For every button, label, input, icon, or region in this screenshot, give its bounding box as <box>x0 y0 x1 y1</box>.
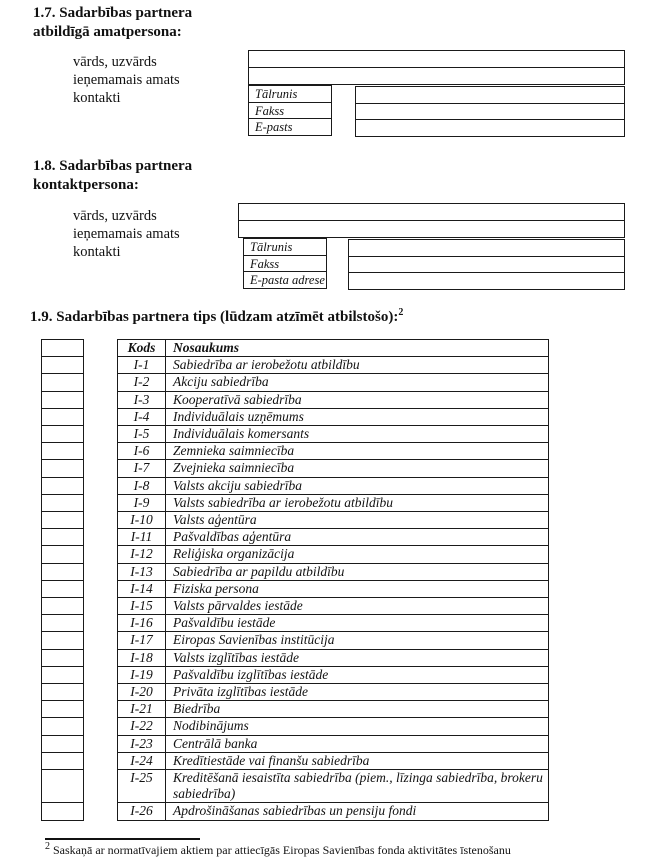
footnote-ref-superscript: 2 <box>398 307 404 318</box>
table-row <box>42 701 549 718</box>
type-checkbox[interactable] <box>42 512 84 529</box>
table-gap-cell <box>84 529 118 546</box>
table-row <box>42 460 549 477</box>
table-gap-cell <box>84 391 118 408</box>
table-gap-cell <box>84 477 118 494</box>
section-1-7-field-labels <box>73 53 180 107</box>
table-gap-cell <box>84 426 118 443</box>
s17-email-label: E-pasts <box>248 118 332 136</box>
type-checkbox[interactable] <box>42 615 84 632</box>
type-code: I-16 <box>118 615 166 632</box>
type-checkbox[interactable] <box>42 598 84 615</box>
type-checkbox[interactable] <box>42 718 84 735</box>
type-name: Eiropas Savienības institūcija <box>166 632 549 649</box>
label-kontakti: kontakti <box>73 90 121 106</box>
section-1-7-heading <box>33 4 192 42</box>
s17-phone-label: Tālrunis <box>248 85 332 103</box>
type-code: I-22 <box>118 718 166 735</box>
partner-type-table <box>41 339 549 821</box>
type-name: Valsts sabiedrība ar ierobežotu atbildību <box>166 494 549 511</box>
type-checkbox[interactable] <box>42 391 84 408</box>
type-code: I-23 <box>118 735 166 752</box>
type-name: Valsts aģentūra <box>166 512 549 529</box>
type-checkbox[interactable] <box>42 803 84 820</box>
s17-contact-label-column <box>248 85 332 136</box>
type-name: Valsts akciju sabiedrība <box>166 477 549 494</box>
type-code: I-25 <box>118 770 166 803</box>
type-name: Centrālā banka <box>166 735 549 752</box>
type-checkbox[interactable] <box>42 632 84 649</box>
footnote <box>45 843 511 858</box>
table-gap-cell <box>84 340 118 357</box>
table-header-row <box>42 340 549 357</box>
type-checkbox[interactable] <box>42 408 84 425</box>
type-code: I-2 <box>118 374 166 391</box>
type-name: Akciju sabiedrība <box>166 374 549 391</box>
s17-fax-input[interactable] <box>355 103 625 121</box>
type-name: Pašvaldību iestāde <box>166 615 549 632</box>
table-gap-cell <box>84 701 118 718</box>
table-gap-cell <box>84 460 118 477</box>
table-row <box>42 374 549 391</box>
partner-type-table-wrap <box>41 339 549 821</box>
type-code: I-18 <box>118 649 166 666</box>
type-name: Fiziska persona <box>166 580 549 597</box>
table-row <box>42 718 549 735</box>
s18-email-input[interactable] <box>348 272 625 290</box>
footnote-marker: 2 <box>45 841 50 852</box>
type-name: Valsts izglītības iestāde <box>166 649 549 666</box>
type-checkbox[interactable] <box>42 666 84 683</box>
table-row <box>42 598 549 615</box>
table-row <box>42 666 549 683</box>
table-row <box>42 408 549 425</box>
type-name: Pašvaldību izglītības iestāde <box>166 666 549 683</box>
section-1-8-field-labels <box>73 207 180 261</box>
s18-position-input[interactable] <box>238 220 625 238</box>
s17-name-input[interactable] <box>248 50 625 68</box>
type-code: I-19 <box>118 666 166 683</box>
table-gap-cell <box>84 374 118 391</box>
type-checkbox[interactable] <box>42 426 84 443</box>
table-row <box>42 770 549 803</box>
table-gap-cell <box>84 408 118 425</box>
col-header-nosaukums: Nosaukums <box>166 340 549 357</box>
type-code: I-17 <box>118 632 166 649</box>
type-name: Kooperatīvā sabiedrība <box>166 391 549 408</box>
type-name: Individuālais uzņēmums <box>166 408 549 425</box>
label-ienemamais-amats: ieņemamais amats <box>73 72 180 88</box>
table-row <box>42 580 549 597</box>
type-checkbox[interactable] <box>42 477 84 494</box>
type-name: Zemnieka saimniecība <box>166 443 549 460</box>
type-checkbox[interactable] <box>42 357 84 374</box>
s18-contact-label-column <box>243 238 327 289</box>
table-gap-cell <box>84 580 118 597</box>
type-checkbox[interactable] <box>42 460 84 477</box>
s18-phone-input[interactable] <box>348 239 625 257</box>
s17-position-input[interactable] <box>248 67 625 85</box>
s17-phone-input[interactable] <box>355 86 625 104</box>
type-code: I-3 <box>118 391 166 408</box>
type-code: I-12 <box>118 546 166 563</box>
type-checkbox[interactable] <box>42 580 84 597</box>
table-row <box>42 546 549 563</box>
type-name: Zvejnieka saimniecība <box>166 460 549 477</box>
table-row <box>42 649 549 666</box>
section-1-9-heading <box>30 308 403 327</box>
label-vards-uzvards: vārds, uzvārds <box>73 54 157 70</box>
table-gap-cell <box>84 649 118 666</box>
type-code: I-20 <box>118 684 166 701</box>
table-gap-cell <box>84 443 118 460</box>
table-gap-cell <box>84 512 118 529</box>
section-1-7-heading-line1: 1.7. Sadarbības partnera <box>33 5 193 21</box>
s18-email-label: E-pasta adrese <box>243 271 327 289</box>
s17-contact-input-column <box>355 86 625 137</box>
type-code: I-6 <box>118 443 166 460</box>
type-name: Sabiedrība ar papildu atbildību <box>166 563 549 580</box>
table-gap-cell <box>84 718 118 735</box>
type-checkbox[interactable] <box>42 649 84 666</box>
s18-phone-label: Tālrunis <box>243 238 327 256</box>
s17-fax-label: Fakss <box>248 102 332 120</box>
table-gap-cell <box>84 803 118 820</box>
section-1-8-heading <box>33 157 192 195</box>
s18-name-input[interactable] <box>238 203 625 221</box>
table-gap-cell <box>84 494 118 511</box>
type-name: Nodibinājums <box>166 718 549 735</box>
table-row <box>42 494 549 511</box>
table-row <box>42 357 549 374</box>
s18-fax-label: Fakss <box>243 255 327 273</box>
table-row <box>42 391 549 408</box>
table-gap-cell <box>84 615 118 632</box>
type-code: I-1 <box>118 357 166 374</box>
type-name: Individuālais komersants <box>166 426 549 443</box>
table-row <box>42 512 549 529</box>
type-code: I-4 <box>118 408 166 425</box>
table-gap-cell <box>84 684 118 701</box>
table-gap-cell <box>84 598 118 615</box>
type-name: Kredītiestāde vai finanšu sabiedrība <box>166 752 549 769</box>
type-checkbox[interactable] <box>42 735 84 752</box>
type-checkbox[interactable] <box>42 770 84 803</box>
type-name: Biedrība <box>166 701 549 718</box>
table-gap-cell <box>84 563 118 580</box>
type-checkbox[interactable] <box>42 546 84 563</box>
type-code: I-21 <box>118 701 166 718</box>
section-1-8-heading-line2: kontaktpersona: <box>33 177 139 193</box>
table-row <box>42 477 549 494</box>
type-checkbox[interactable] <box>42 563 84 580</box>
s18-contact-input-column <box>348 239 625 290</box>
section-1-8-heading-line1: 1.8. Sadarbības partnera <box>33 158 193 174</box>
table-row <box>42 443 549 460</box>
type-checkbox[interactable] <box>42 529 84 546</box>
footnote-separator <box>45 838 200 840</box>
type-code: I-9 <box>118 494 166 511</box>
type-code: I-8 <box>118 477 166 494</box>
type-code: I-14 <box>118 580 166 597</box>
table-gap-cell <box>84 632 118 649</box>
type-name: Valsts pārvaldes iestāde <box>166 598 549 615</box>
label-kontakti: kontakti <box>73 244 121 260</box>
type-code: I-11 <box>118 529 166 546</box>
label-vards-uzvards: vārds, uzvārds <box>73 208 157 224</box>
type-code: I-26 <box>118 803 166 820</box>
table-row <box>42 684 549 701</box>
type-checkbox[interactable] <box>42 374 84 391</box>
table-row <box>42 803 549 820</box>
section-1-7-heading-line2: atbildīgā amatpersona: <box>33 24 182 40</box>
s18-fax-input[interactable] <box>348 256 625 274</box>
table-row <box>42 735 549 752</box>
table-gap-cell <box>84 752 118 769</box>
footnote-text: Saskaņā ar normatīvajiem aktiem par attiecīgās Eiropas Savienības fonda aktivitātes īstenošanu <box>53 843 511 857</box>
type-code: I-7 <box>118 460 166 477</box>
col-header-kods: Kods <box>118 340 166 357</box>
table-gap-cell <box>84 770 118 803</box>
table-gap-cell <box>84 666 118 683</box>
type-checkbox[interactable] <box>42 684 84 701</box>
table-row <box>42 426 549 443</box>
table-row <box>42 529 549 546</box>
type-name: Kreditēšanā iesaistīta sabiedrība (piem., līzinga sabiedrība, brokeru sabiedrība) <box>166 770 549 803</box>
section-1-9-heading-text: 1.9. Sadarbības partnera tips (lūdzam atzīmēt atbilstošo): <box>30 309 399 325</box>
s17-email-input[interactable] <box>355 119 625 137</box>
type-code: I-15 <box>118 598 166 615</box>
type-code: I-13 <box>118 563 166 580</box>
type-code: I-10 <box>118 512 166 529</box>
type-name: Reliģiska organizācija <box>166 546 549 563</box>
table-gap-cell <box>84 546 118 563</box>
type-name: Sabiedrība ar ierobežotu atbildību <box>166 357 549 374</box>
partner-type-table-body <box>42 340 549 821</box>
type-checkbox[interactable] <box>42 443 84 460</box>
type-name: Apdrošināšanas sabiedrības un pensiju fondi <box>166 803 549 820</box>
table-row <box>42 752 549 769</box>
type-checkbox[interactable] <box>42 494 84 511</box>
type-name: Privāta izglītības iestāde <box>166 684 549 701</box>
type-code: I-24 <box>118 752 166 769</box>
label-ienemamais-amats: ieņemamais amats <box>73 226 180 242</box>
type-checkbox[interactable] <box>42 340 84 357</box>
table-gap-cell <box>84 735 118 752</box>
type-checkbox[interactable] <box>42 701 84 718</box>
type-name: Pašvaldības aģentūra <box>166 529 549 546</box>
type-code: I-5 <box>118 426 166 443</box>
table-gap-cell <box>84 357 118 374</box>
type-checkbox[interactable] <box>42 752 84 769</box>
table-row <box>42 615 549 632</box>
table-row <box>42 563 549 580</box>
table-row <box>42 632 549 649</box>
